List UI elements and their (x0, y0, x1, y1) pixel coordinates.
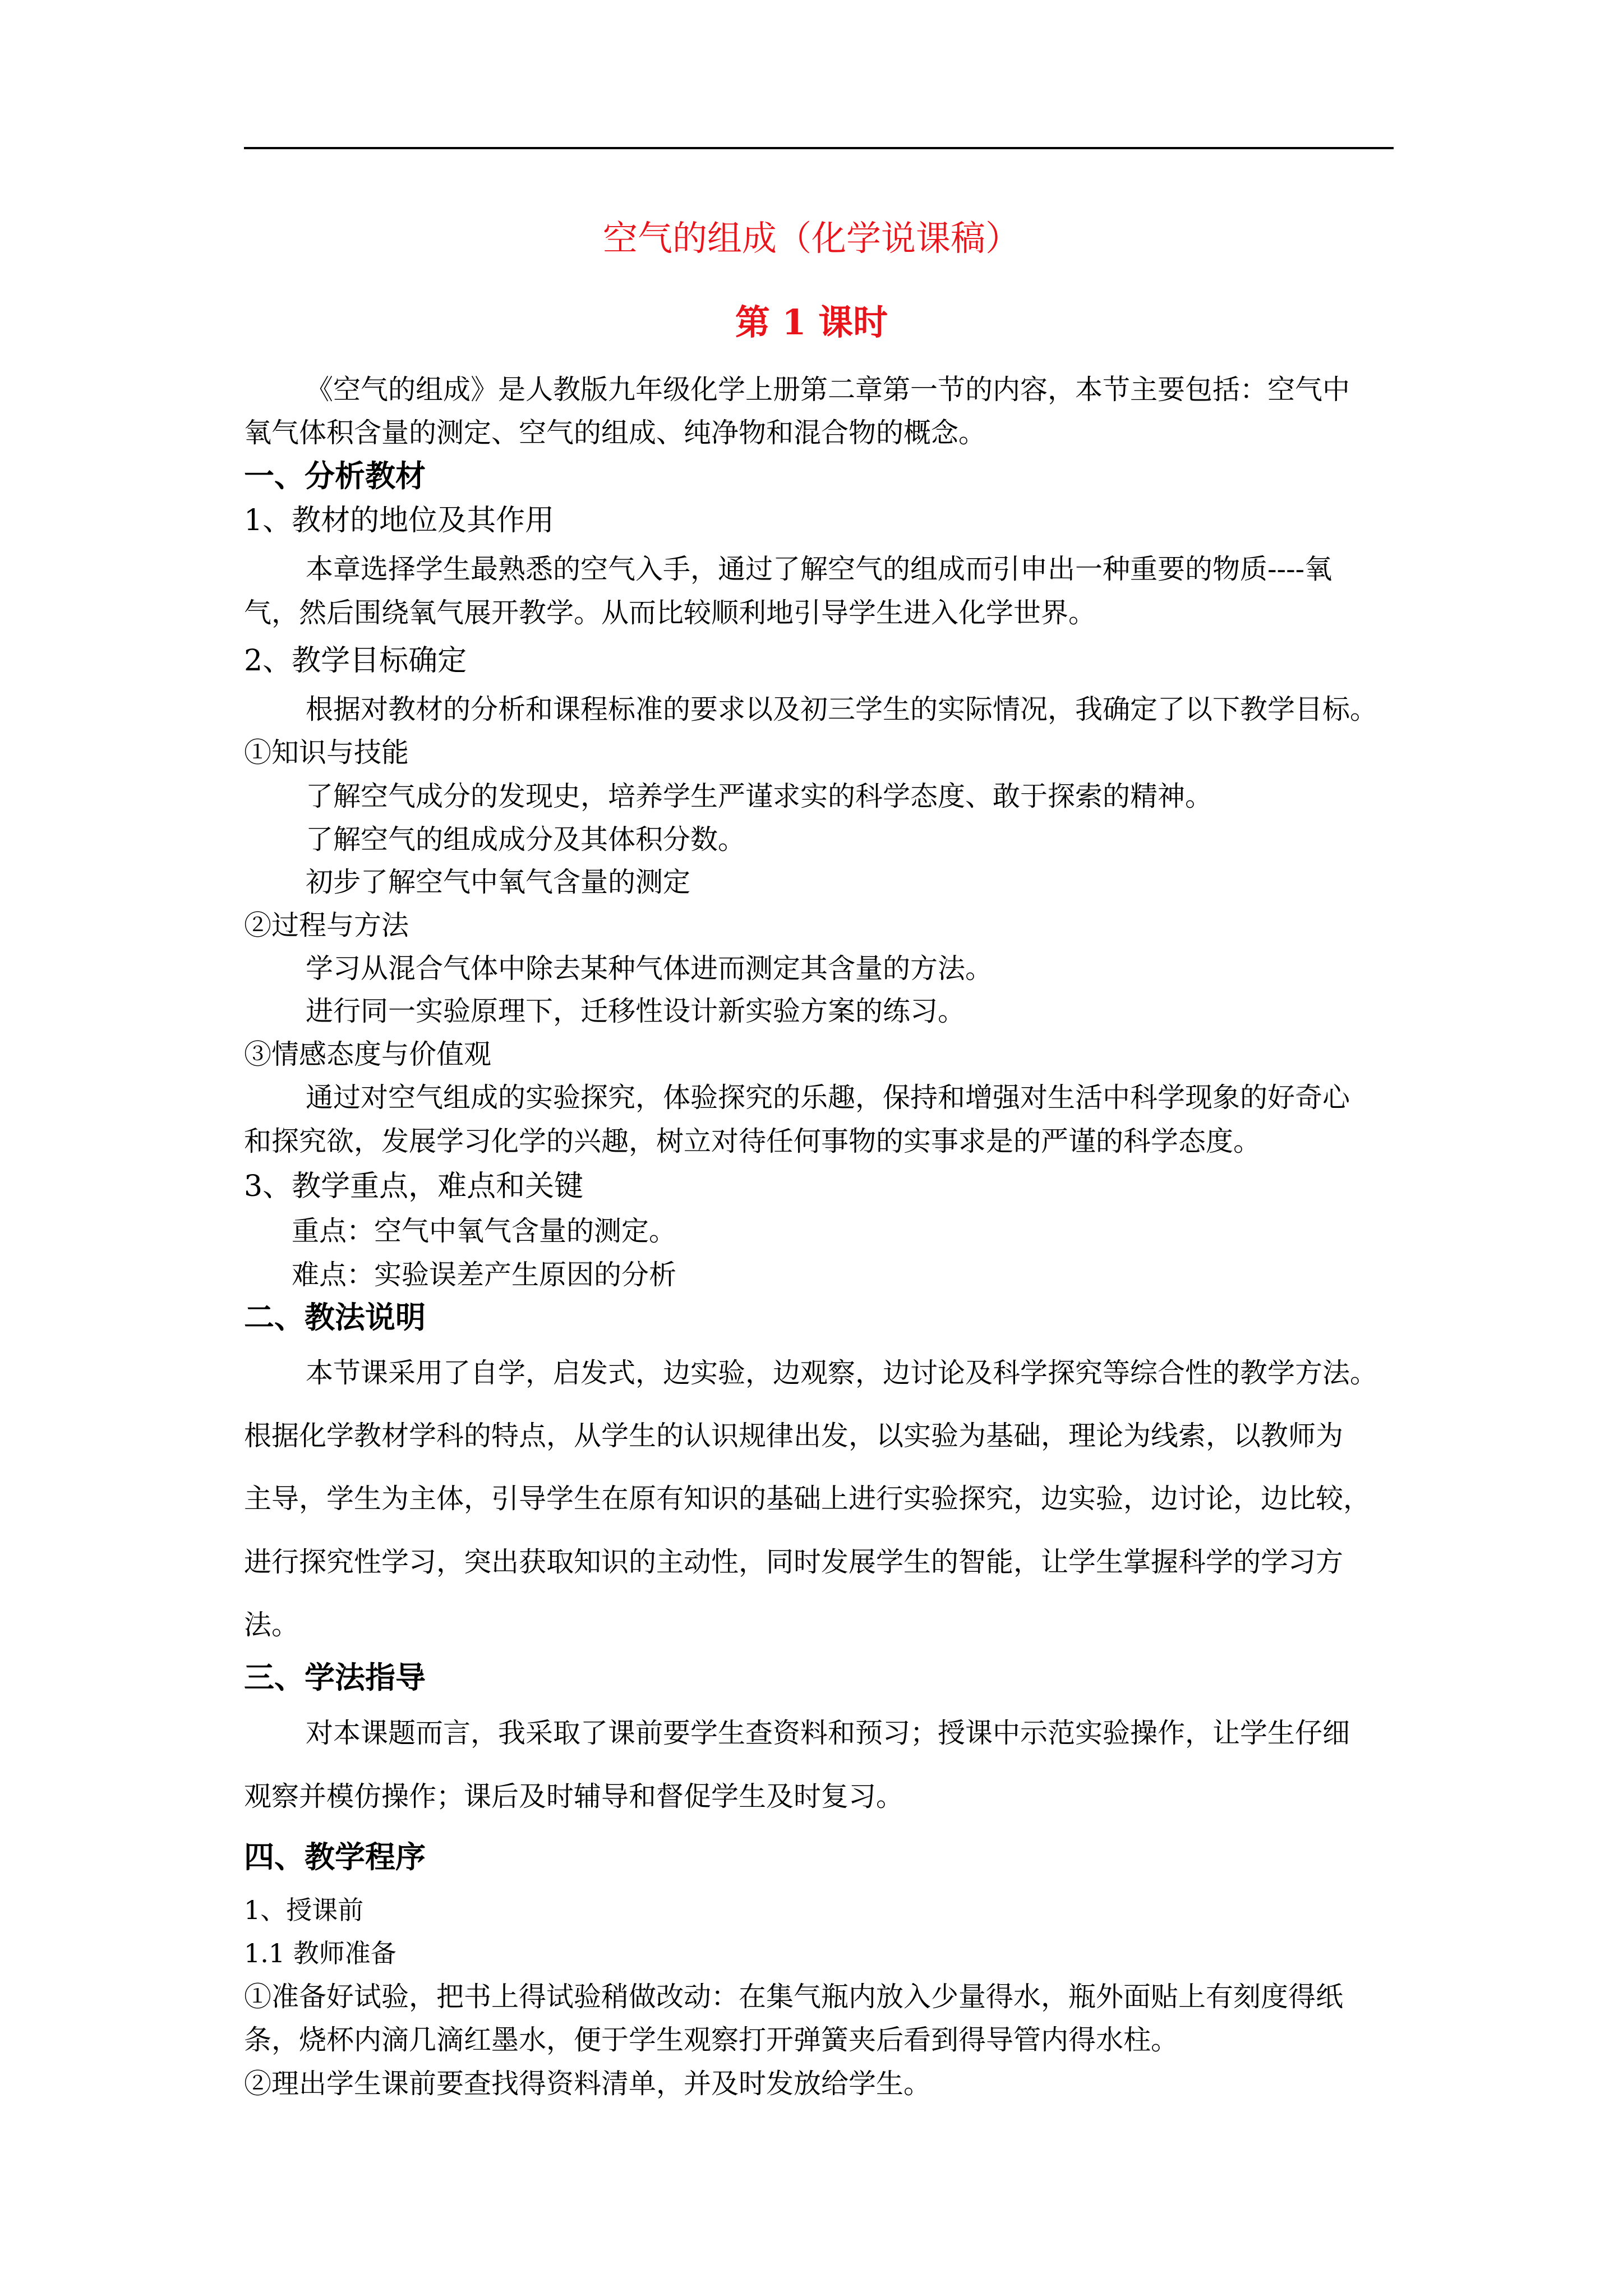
paragraph-line: 根据对教材的分析和课程标准的要求以及初三学生的实际情况，我确定了以下教学目标。 (306, 693, 1378, 725)
prep-line: ②理出学生课前要查找得资料清单，并及时发放给学生。 (244, 2068, 932, 2100)
lesson-subtitle: 第 1 课时 (735, 302, 888, 343)
subheading-4-1: 1、授课前 (244, 1895, 364, 1925)
method-line: 法。 (244, 1609, 299, 1641)
difficulty-line: 难点：实验误差产生原因的分析 (292, 1259, 677, 1291)
section-heading-3: 三、学法指导 (244, 1659, 426, 1695)
goal-line: 初步了解空气中氧气含量的测定 (306, 866, 691, 898)
goal-line: 了解空气成分的发现史，培养学生严谨求实的科学态度、敢于探索的精神。 (306, 780, 1213, 812)
prep-line: 条，烧杯内滴几滴红墨水，便于学生观察打开弹簧夹后看到得导管内得水柱。 (244, 2024, 1179, 2056)
paragraph-line: 气，然后围绕氧气展开教学。从而比较顺利地引导学生进入化学世界。 (244, 597, 1096, 629)
goal-heading-process: ②过程与方法 (244, 909, 409, 941)
intro-line-2: 氧气体积含量的测定、空气的组成、纯净物和混合物的概念。 (244, 417, 986, 449)
paragraph-line: 本章选择学生最熟悉的空气入手，通过了解空气的组成而引申出一种重要的物质----氧 (306, 553, 1332, 585)
subheading-1-3: 3、教学重点，难点和关键 (244, 1170, 584, 1203)
section-heading-1: 一、分析教材 (244, 458, 426, 494)
goal-line: 通过对空气组成的实验探究，体验探究的乐趣，保持和增强对生活中科学现象的好奇心 (306, 1082, 1350, 1114)
section-heading-2: 二、教法说明 (244, 1299, 426, 1335)
goal-heading-attitude: ③情感态度与价值观 (244, 1038, 492, 1070)
section-heading-4: 四、教学程序 (244, 1839, 426, 1875)
study-line: 对本课题而言，我采取了课前要学生查资料和预习；授课中示范实验操作，让学生仔细 (306, 1717, 1350, 1749)
goal-line: 进行同一实验原理下，迁移性设计新实验方案的练习。 (306, 995, 966, 1027)
method-line: 主导，学生为主体，引导学生在原有知识的基础上进行实验探究，边实验，边讨论，边比较， (244, 1483, 1371, 1515)
header-rule (244, 147, 1394, 149)
method-line: 本节课采用了自学，启发式，边实验，边观察，边讨论及科学探究等综合性的教学方法。 (306, 1357, 1378, 1389)
method-line: 进行探究性学习，突出获取知识的主动性，同时发展学生的智能，让学生掌握科学的学习方 (244, 1546, 1344, 1578)
prep-line: ①准备好试验，把书上得试验稍做改动：在集气瓶内放入少量得水，瓶外面贴上有刻度得纸 (244, 1981, 1344, 2013)
goal-line: 和探究欲，发展学习化学的兴趣，树立对待任何事物的实事求是的严谨的科学态度。 (244, 1125, 1261, 1157)
goal-heading-text: ①知识与技能 (244, 737, 409, 769)
subheading-1-2: 2、教学目标确定 (244, 644, 467, 678)
subheading-4-1-1: 1.1 教师准备 (244, 1938, 396, 1968)
goal-line: 学习从混合气体中除去某种气体进而测定其含量的方法。 (306, 953, 993, 984)
goal-heading-knowledge (244, 736, 409, 770)
document-title: 空气的组成（化学说课稿） (602, 218, 1020, 259)
subheading-1-1: 1、教材的地位及其作用 (244, 504, 555, 537)
intro-line-1: 《空气的组成》是人教版九年级化学上册第二章第一节的内容，本节主要包括：空气中 (306, 374, 1350, 406)
focus-line: 重点：空气中氧气含量的测定。 (292, 1215, 677, 1247)
study-line: 观察并模仿操作；课后及时辅导和督促学生及时复习。 (244, 1780, 904, 1812)
goal-line: 了解空气的组成成分及其体积分数。 (306, 823, 746, 855)
method-line: 根据化学教材学科的特点，从学生的认识规律出发，以实验为基础，理论为线索，以教师为 (244, 1420, 1344, 1452)
